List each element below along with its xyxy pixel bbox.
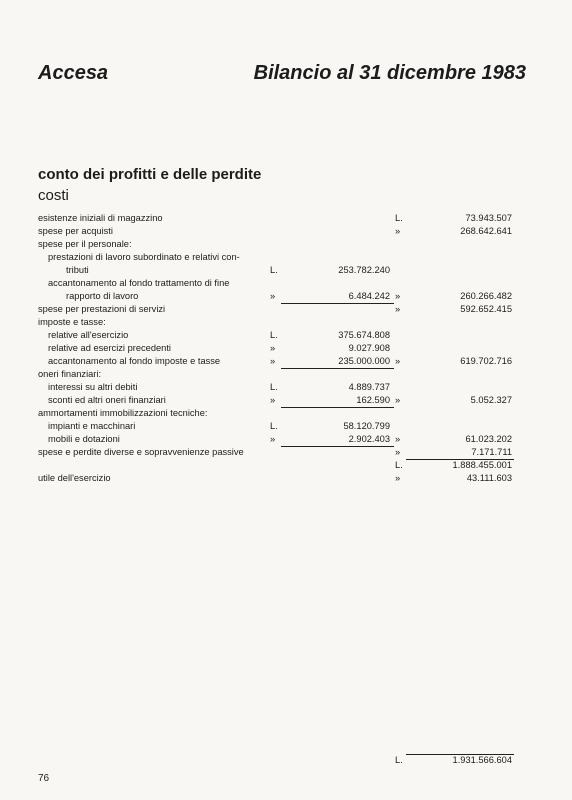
table-row (38, 754, 518, 767)
currency-mark-partial: » (270, 343, 276, 353)
partial-amount: 235.000.000 (338, 356, 390, 366)
row-label: spese e perdite diverse e sopravvenienze passive (38, 447, 244, 457)
table-row (38, 407, 518, 420)
row-label: imposte e tasse: (38, 317, 106, 327)
currency-mark-partial: L. (270, 382, 278, 392)
currency-mark-total: L. (395, 460, 403, 470)
row-label: esistenze iniziali di magazzino (38, 213, 163, 223)
row-label: relative all'esercizio (48, 330, 129, 340)
currency-mark-partial: » (270, 395, 276, 405)
row-label: tributi (66, 265, 89, 275)
total-amount: 592.652.415 (460, 304, 512, 314)
partial-amount: 58.120.799 (343, 421, 390, 431)
total-amount: 7.171.711 (471, 447, 512, 457)
partial-amount: 162.590 (356, 395, 390, 405)
row-label: rapporto di lavoro (66, 291, 139, 301)
total-amount: 5.052.327 (470, 395, 512, 405)
section-subtitle: costi (38, 187, 69, 204)
partial-amount: 375.674.808 (338, 330, 390, 340)
table-row (38, 264, 518, 277)
grand-total (38, 754, 518, 767)
currency-mark-partial: L. (270, 265, 278, 275)
table-row (38, 290, 518, 303)
table-row (38, 381, 518, 394)
total-amount: 619.702.716 (460, 356, 512, 366)
currency-mark-partial: L. (270, 330, 278, 340)
total-rule (406, 754, 514, 755)
page-number: 76 (38, 773, 50, 784)
table-row (38, 433, 518, 446)
currency-mark-partial: » (270, 356, 276, 366)
row-label: sconti ed altri oneri finanziari (48, 395, 166, 405)
partial-amount: 253.782.240 (338, 265, 390, 275)
row-label: accantonamento al fondo trattamento di fine (48, 278, 230, 288)
currency-mark-total: L. (395, 213, 403, 223)
total-amount: 43.111.603 (466, 473, 512, 483)
row-label: oneri finanziari: (38, 369, 102, 379)
currency-mark-partial: L. (270, 421, 278, 431)
row-label: accantonamento al fondo imposte e tasse (48, 356, 221, 366)
row-label: interessi su altri debiti (48, 382, 138, 392)
table-row (38, 251, 518, 264)
currency-mark-total: » (395, 395, 401, 405)
total-amount: 1.888.455.001 (452, 460, 512, 470)
currency-mark-total: » (395, 473, 401, 483)
row-label: relative ad esercizi precedenti (48, 343, 171, 353)
total-amount: 73.943.507 (465, 213, 512, 223)
row-label: ammortamenti immobilizzazioni tecniche: (38, 408, 208, 418)
row-label: spese per acquisti (38, 226, 113, 236)
total-amount: 1.931.566.604 (452, 755, 512, 765)
total-amount: 268.642.641 (460, 226, 512, 236)
table-row (38, 303, 518, 316)
currency-mark-total: » (395, 226, 401, 236)
table-row (38, 420, 518, 433)
partial-amount: 4.889.737 (348, 382, 390, 392)
table-row (38, 342, 518, 355)
table-row (38, 368, 518, 381)
currency-mark-total: » (395, 356, 401, 366)
table-row (38, 394, 518, 407)
table-row (38, 355, 518, 368)
document-title: Bilancio al 31 dicembre 1983 (253, 62, 526, 84)
currency-mark-partial: » (270, 434, 276, 444)
total-amount: 61.023.202 (465, 434, 512, 444)
table-row (38, 316, 518, 329)
total-amount: 260.266.482 (460, 291, 512, 301)
table-row (38, 212, 518, 225)
company-name: Accesa (38, 62, 109, 84)
row-label: impianti e macchinari (48, 421, 136, 431)
currency-mark-total: » (395, 304, 401, 314)
table-row (38, 459, 518, 472)
currency-mark-total: » (395, 447, 401, 457)
row-label: mobili e dotazioni (48, 434, 120, 444)
table-row (38, 446, 518, 459)
section-title: conto dei profitti e delle perdite (38, 166, 262, 183)
currency-mark-partial: » (270, 291, 276, 301)
table-row (38, 329, 518, 342)
table-row (38, 225, 518, 238)
row-label: utile dell'esercizio (38, 473, 111, 483)
row-label: spese per il personale: (38, 239, 132, 249)
partial-amount: 2.902.403 (348, 434, 390, 444)
currency-mark-total: L. (395, 755, 403, 765)
row-label: spese per prestazioni di servizi (38, 304, 166, 314)
partial-amount: 6.484.242 (348, 291, 390, 301)
partial-amount: 9.027.908 (348, 343, 390, 353)
page-header (38, 62, 526, 92)
row-label: prestazioni di lavoro subordinato e relativi con- (48, 252, 240, 262)
table-row (38, 238, 518, 251)
account-table (38, 212, 518, 485)
currency-mark-total: » (395, 291, 401, 301)
table-row (38, 472, 518, 485)
table-row (38, 277, 518, 290)
currency-mark-total: » (395, 434, 401, 444)
